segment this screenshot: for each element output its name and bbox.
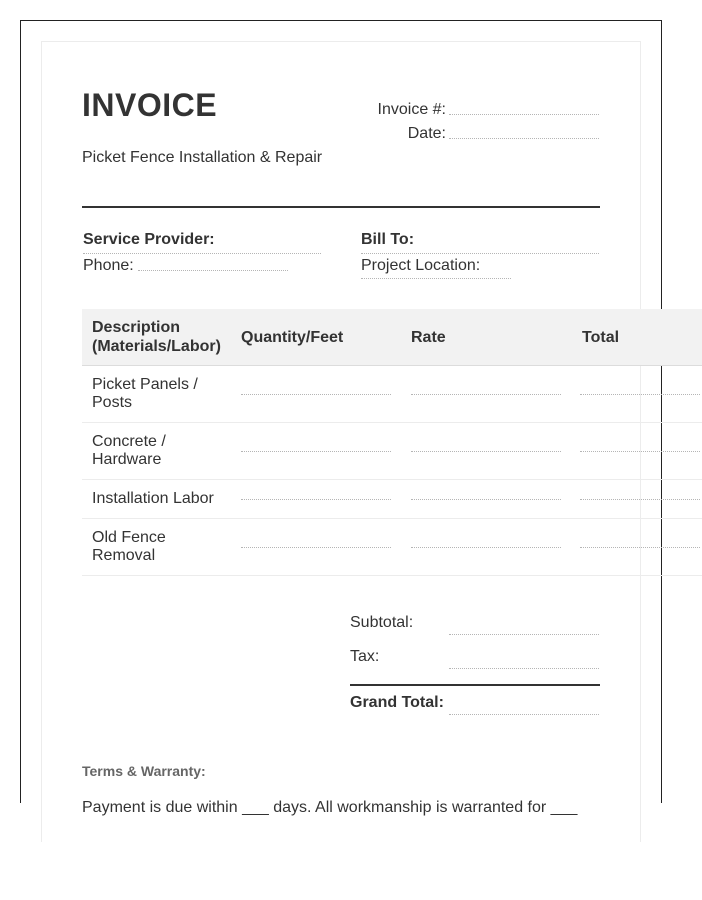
date-label: Date: <box>407 125 446 142</box>
invoice-number-label: Invoice #: <box>377 101 446 118</box>
column-header-rate: Rate <box>411 329 446 346</box>
rate-field[interactable] <box>411 547 561 548</box>
invoice-number-field[interactable] <box>449 114 599 115</box>
row-description: Installation Labor <box>92 490 214 507</box>
terms-heading: Terms & Warranty: <box>82 763 206 779</box>
tax-field[interactable] <box>449 668 599 669</box>
service-provider-label: Service Provider: <box>83 231 215 248</box>
phone-label: Phone: <box>83 257 134 274</box>
date-field[interactable] <box>449 138 599 139</box>
invoice-page <box>20 20 662 816</box>
header-divider <box>82 206 600 208</box>
total-field[interactable] <box>580 499 700 500</box>
table-row <box>82 423 702 480</box>
bill-to-field[interactable] <box>361 253 599 254</box>
bill-to-label: Bill To: <box>361 231 415 248</box>
summary-divider <box>350 684 600 686</box>
column-header-total: Total <box>582 329 620 346</box>
quantity-field[interactable] <box>241 394 391 395</box>
quantity-field[interactable] <box>241 547 391 548</box>
line-items-table-header <box>82 309 702 366</box>
grand-total-label: Grand Total: <box>350 694 444 711</box>
column-header-description <box>92 318 242 356</box>
quantity-field[interactable] <box>241 499 391 500</box>
tax-label: Tax: <box>350 648 380 665</box>
project-location-label: Project Location: <box>361 257 481 274</box>
row-description: Concrete / Hardware <box>92 433 166 468</box>
table-row <box>82 480 702 519</box>
subtotal-label: Subtotal: <box>350 614 414 631</box>
row-description: Picket Panels / Posts <box>92 376 198 411</box>
total-field[interactable] <box>580 451 700 452</box>
phone-field[interactable] <box>138 270 288 271</box>
grand-total-field[interactable] <box>449 714 599 715</box>
column-header-description-line2: (Materials/Labor) <box>92 338 221 355</box>
rate-field[interactable] <box>411 451 561 452</box>
row-description: Old Fence Removal <box>92 529 166 564</box>
rate-field[interactable] <box>411 394 561 395</box>
table-row <box>82 366 702 423</box>
invoice-subtitle: Picket Fence Installation & Repair <box>82 149 323 166</box>
subtotal-field[interactable] <box>449 634 599 635</box>
table-row <box>82 519 702 576</box>
rate-field[interactable] <box>411 499 561 500</box>
terms-body: Payment is due within ___ days. All workmanship is warranted for ___ <box>82 799 578 816</box>
column-header-quantity: Quantity/Feet <box>241 329 344 346</box>
project-location-field[interactable] <box>361 278 511 279</box>
total-field[interactable] <box>580 547 700 548</box>
service-provider-field[interactable] <box>83 253 321 254</box>
invoice-title: INVOICE <box>82 87 218 123</box>
quantity-field[interactable] <box>241 451 391 452</box>
column-header-description-line1: Description <box>92 319 181 336</box>
total-field[interactable] <box>580 394 700 395</box>
